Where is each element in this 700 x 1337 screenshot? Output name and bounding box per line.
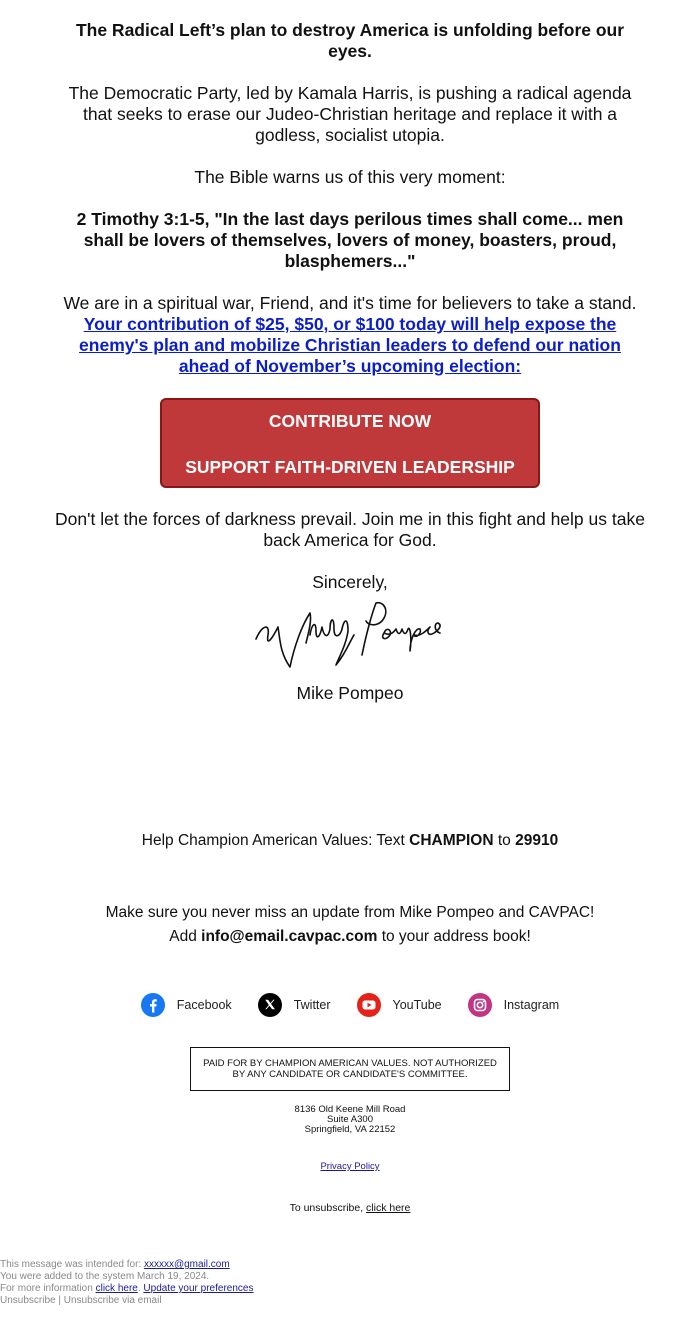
- footer-unsubscribe-line[interactable]: Unsubscribe | Unsubscribe via email: [0, 1295, 162, 1306]
- recipient-email-link[interactable]: xxxxxx@gmail.com: [143, 1259, 230, 1270]
- closing: Sincerely,: [312, 572, 388, 592]
- system-footer: [0, 1259, 253, 1307]
- instagram-icon: [468, 993, 492, 1017]
- update-suffix: to your address book!: [381, 928, 531, 945]
- support-leadership-label: SUPPORT FAITH-DRIVEN LEADERSHIP: [185, 457, 515, 477]
- privacy-row: [55, 1156, 645, 1177]
- unsubscribe-link[interactable]: click here: [366, 1202, 411, 1214]
- x-twitter-icon: [258, 993, 282, 1017]
- text-keyword: CHAMPION: [409, 832, 494, 849]
- update-preferences-link[interactable]: Update your preferences: [143, 1283, 254, 1294]
- facebook-icon: [141, 993, 165, 1017]
- handwritten-signature: [250, 595, 450, 691]
- youtube-icon: [357, 993, 381, 1017]
- mailing-address: [55, 1105, 645, 1135]
- privacy-policy-link[interactable]: Privacy Policy: [320, 1161, 380, 1172]
- update-add: Add: [169, 928, 197, 945]
- more-info-link[interactable]: click here: [95, 1283, 138, 1294]
- social-links: [55, 993, 645, 1017]
- headline: The Radical Left’s plan to destroy America is unfolding before our eyes.: [75, 20, 625, 61]
- update-line: Make sure you never miss an update from Mike Pompeo and CAVPAC!: [105, 904, 595, 921]
- text-to: to: [497, 832, 511, 849]
- text-champion-prefix: Help Champion American Values: Text: [141, 832, 405, 849]
- unsubscribe-row: [55, 1198, 645, 1219]
- social-youtube[interactable]: [357, 993, 442, 1017]
- paragraph-agenda: The Democratic Party, led by Kamala Harris, is pushing a radical agenda that seeks to erase our Judeo-Christian heritage and replace it with a godless, socialist utopia.: [68, 83, 632, 145]
- text-number: 29910: [515, 832, 559, 849]
- paragraph-call-to-fight: Don't let the forces of darkness prevail. Join me in this fight and help us take back America for God.: [55, 509, 645, 550]
- paragraph-spiritual-war: [55, 293, 645, 377]
- sender-email: info@email.cavpac.com: [201, 928, 378, 945]
- social-label: Facebook: [176, 997, 232, 1012]
- contribution-link[interactable]: Your contribution of $25, $50, or $100 today will help expose the enemy's plan and mobilize Christian leaders to defend our nation ahead of November’s upcoming election:: [79, 314, 621, 376]
- signature-image: [55, 595, 645, 691]
- social-twitter[interactable]: [258, 993, 331, 1017]
- address-line-3: Springfield, VA 22152: [304, 1124, 396, 1135]
- address-line-2: Suite A300: [327, 1114, 373, 1125]
- scripture-quote: 2 Timothy 3:1-5, "In the last days perilous times shall come... men shall be lovers of themselves, lovers of money, boasters, proud, blasphemers...": [76, 209, 624, 271]
- paragraph-bible-warning: The Bible warns us of this very moment:: [194, 167, 506, 187]
- text-champion-line: [55, 830, 645, 851]
- social-facebook[interactable]: [141, 993, 232, 1017]
- social-label: YouTube: [392, 997, 442, 1012]
- unsubscribe-prefix: To unsubscribe,: [289, 1202, 364, 1214]
- social-instagram[interactable]: [468, 993, 560, 1017]
- footer-intended-prefix: This message was intended for:: [0, 1259, 142, 1270]
- footer-added: You were added to the system March 19, 2024.: [0, 1271, 210, 1282]
- signer-name: Mike Pompeo: [296, 683, 404, 703]
- contribute-now-label: CONTRIBUTE NOW: [268, 411, 432, 431]
- contribute-now-button[interactable]: [160, 398, 540, 488]
- paid-for-disclaimer: PAID FOR BY CHAMPION AMERICAN VALUES. NOT AUTHORIZED BY ANY CANDIDATE OR CANDIDATE'S COMMITTEE.: [190, 1047, 510, 1091]
- address-book-notice: [55, 901, 645, 949]
- email-body: [55, 0, 645, 1219]
- social-label: Twitter: [293, 997, 331, 1012]
- footer-intended: [0, 1259, 253, 1271]
- footer-more-prefix: For more information: [0, 1283, 93, 1294]
- address-line-1: 8136 Old Keene Mill Road: [294, 1104, 406, 1115]
- footer-more-info: For more information click here. Update your preferences: [0, 1283, 254, 1294]
- social-label: Instagram: [503, 997, 560, 1012]
- paragraph-spiritual-war-text: We are in a spiritual war, Friend, and it's time for believers to take a stand.: [63, 293, 637, 313]
